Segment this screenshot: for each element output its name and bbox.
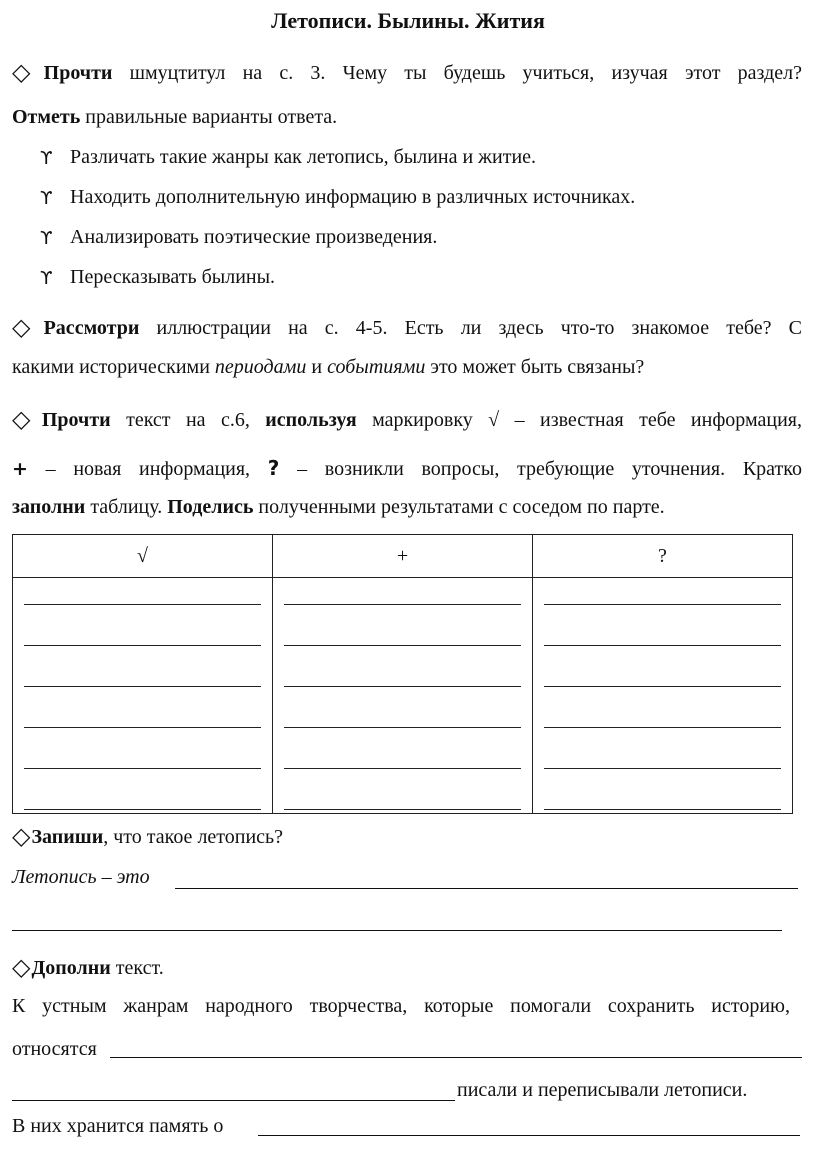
diamond-icon: ◇: [12, 315, 43, 341]
task3-using: используя: [265, 409, 357, 431]
task1-instruction-line2: [12, 106, 802, 129]
definition-answer-field-2[interactable]: [12, 930, 782, 931]
task1-verb: Прочти: [43, 62, 113, 84]
write-line[interactable]: [24, 578, 261, 605]
write-line[interactable]: [544, 605, 781, 646]
page-title: Летописи. Былины. Жития: [271, 8, 545, 33]
checkbox-option-3[interactable]: ϒ: [40, 228, 53, 249]
task2-events: событиями: [327, 356, 426, 378]
marking-table: [12, 534, 793, 814]
task2-text: иллюстрации на с. 4-5. Есть ли здесь что-то знакомое тебе? С: [139, 317, 802, 339]
write-line[interactable]: [284, 605, 521, 646]
task1-mark-text: правильные варианты ответа.: [80, 106, 338, 128]
plus-mark: +: [12, 458, 28, 480]
task4-verb: Запиши: [31, 826, 104, 848]
table-row: [13, 578, 793, 814]
task1-instruction: [12, 58, 802, 87]
chronicle-definition-label: Летопись – это: [12, 866, 150, 888]
question-mark: ?: [267, 456, 280, 480]
task5-text-line1: К устным жанрам народного творчества, которые помогали сохранить историю,: [12, 995, 790, 1017]
write-line[interactable]: [544, 769, 781, 810]
task5-line4-label: В них хранится память о: [12, 1115, 224, 1137]
task3-line3-b: полученными результатами с соседом по парте.: [253, 496, 665, 518]
write-line[interactable]: [24, 728, 261, 769]
column-known-cell[interactable]: [13, 578, 273, 814]
header-new: +: [273, 535, 533, 578]
write-line[interactable]: [284, 687, 521, 728]
option-3-text: Анализировать поэтические произведения.: [70, 226, 438, 248]
task2-periods: периодами: [214, 356, 307, 378]
task5-verb: Дополни: [31, 957, 111, 979]
task3-share-verb: Поделись: [167, 496, 254, 518]
write-line[interactable]: [24, 769, 261, 810]
header-known: √: [13, 535, 273, 578]
task3-text-b: маркировку √ – известная тебе информация,: [356, 409, 802, 431]
task3-verb: Прочти: [41, 409, 111, 431]
write-line[interactable]: [284, 578, 521, 605]
who-wrote-answer-field[interactable]: [12, 1100, 455, 1101]
diamond-icon: ◇: [12, 407, 41, 433]
task3-text-a: текст на с.6,: [110, 409, 266, 431]
task3-instruction: [12, 405, 802, 434]
task2-verb: Рассмотри: [43, 317, 140, 339]
checkbox-option-4[interactable]: ϒ: [40, 268, 53, 289]
task2-line2-a: какими историческими: [12, 356, 215, 378]
option-4-text: Пересказывать былины.: [70, 266, 276, 288]
task5-line2-label: относятся: [12, 1038, 97, 1060]
column-questions-cell[interactable]: [533, 578, 793, 814]
write-line[interactable]: [24, 605, 261, 646]
option-2-text: Находить дополнительную информацию в различных источниках.: [70, 186, 636, 208]
task5-instruction: [12, 953, 802, 982]
header-questions: ?: [533, 535, 793, 578]
write-line[interactable]: [284, 646, 521, 687]
task3-line3-a: таблицу.: [85, 496, 168, 518]
task5-text-line3: писали и переписывали летописи.: [457, 1079, 748, 1101]
write-line[interactable]: [544, 687, 781, 728]
diamond-icon: ◇: [12, 955, 31, 981]
task4-text: , что такое летопись?: [103, 826, 284, 848]
write-line[interactable]: [284, 728, 521, 769]
write-line[interactable]: [544, 646, 781, 687]
write-line[interactable]: [544, 578, 781, 605]
task2-line2-b: и: [306, 356, 328, 378]
task2-instruction-line2: [12, 356, 802, 379]
task3-instruction-line2: [12, 456, 802, 481]
write-line[interactable]: [544, 728, 781, 769]
memory-answer-field[interactable]: [258, 1135, 800, 1136]
option-1-text: Различать такие жанры как летопись, былина и житие.: [70, 146, 537, 168]
table-header-row: [13, 535, 793, 578]
task4-instruction: [12, 822, 802, 851]
write-line[interactable]: [24, 646, 261, 687]
task3-fill-verb: заполни: [12, 496, 86, 518]
task5-text: текст.: [110, 957, 164, 979]
task4-answer-line: [12, 866, 802, 889]
checkbox-option-1[interactable]: ϒ: [40, 148, 53, 169]
task2-line2-c: это может быть связаны?: [425, 356, 645, 378]
task3-line2-a: – новая информация,: [27, 458, 268, 480]
oral-genres-answer-field[interactable]: [110, 1057, 802, 1058]
task2-instruction: [12, 313, 802, 342]
diamond-icon: ◇: [12, 60, 43, 86]
write-line[interactable]: [24, 687, 261, 728]
checkbox-option-2[interactable]: ϒ: [40, 188, 53, 209]
task1-mark-verb: Отметь: [12, 106, 81, 128]
task1-text: шмуцтитул на с. 3. Чему ты будешь учиться, изучая этот раздел?: [112, 62, 802, 84]
definition-answer-field[interactable]: [175, 888, 798, 889]
diamond-icon: ◇: [12, 824, 31, 850]
task3-instruction-line3: [12, 496, 802, 519]
write-line[interactable]: [284, 769, 521, 810]
task3-line2-b: – возникли вопросы, требующие уточнения. Кратко: [279, 458, 802, 480]
column-new-cell[interactable]: [273, 578, 533, 814]
